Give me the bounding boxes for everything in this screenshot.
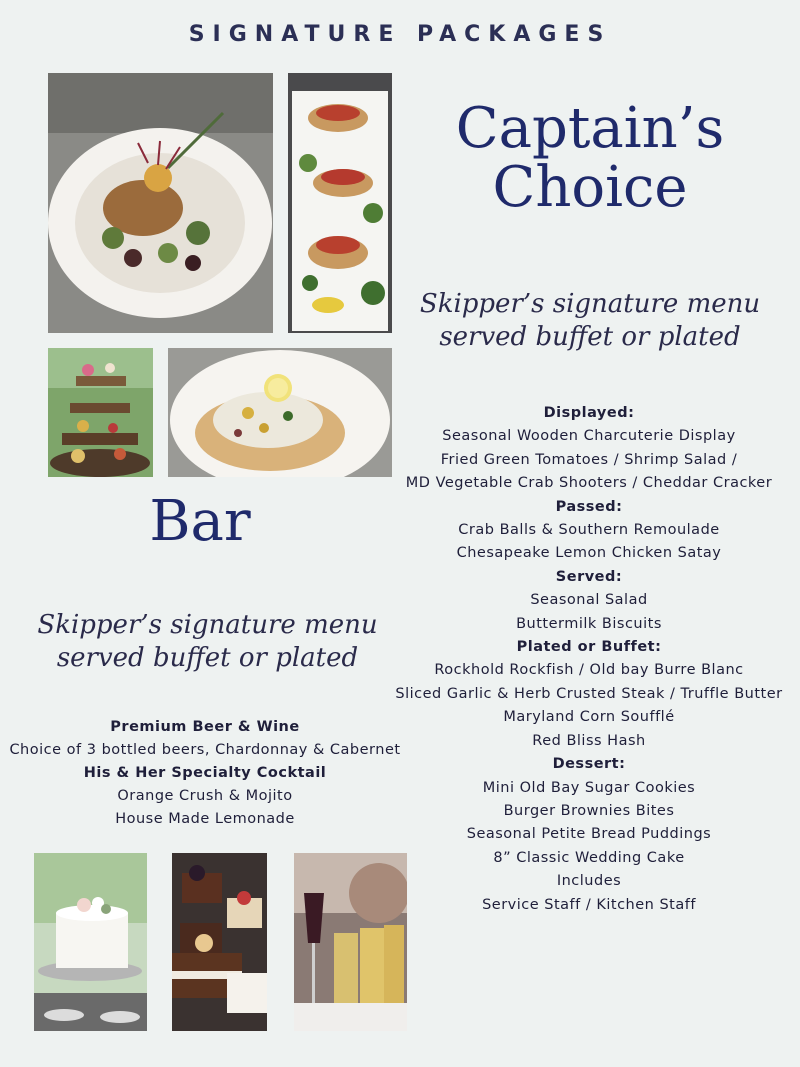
bar-tagline-line1: Skipper’s signature menu [37, 610, 378, 640]
desserts-photo [172, 853, 267, 1031]
captains-tagline [405, 288, 775, 353]
captains-tagline-line1: Skipper’s signature menu [419, 289, 761, 319]
menu-item: Chesapeake Lemon Chicken Satay [456, 545, 722, 562]
menu-item: Seasonal Petite Bread Puddings [466, 826, 712, 843]
menu-item: Seasonal Wooden Charcuterie Display [442, 428, 736, 445]
menu-item: Choice of 3 bottled beers, Chardonnay & Cabernet [9, 742, 401, 758]
menu-section-heading: Dessert: [552, 756, 626, 773]
menu-item: Sliced Garlic & Herb Crusted Steak / Truffle Butter [395, 685, 783, 702]
menu-section-heading: Displayed: [543, 405, 635, 421]
captains-menu [385, 402, 793, 917]
menu-section-heading: Served: [555, 568, 623, 585]
menu-item: Crab Balls & Southern Remoulade [458, 522, 720, 539]
menu-item: Service Staff / Kitchen Staff [482, 896, 696, 913]
menu-item: Mini Old Bay Sugar Cookies [482, 779, 696, 796]
captains-choice-title: Captain’s Choice [455, 96, 725, 220]
bar-tagline [25, 609, 390, 674]
menu-item: Fried Green Tomatoes / Shrimp Salad / [440, 451, 738, 468]
menu-section-heading: Premium Beer & Wine [110, 719, 300, 735]
bar-title: Bar [149, 489, 251, 554]
duck-dish-photo [48, 73, 273, 333]
menu-item: Buttermilk Biscuits [516, 615, 662, 632]
menu-item: Rockhold Rockfish / Old bay Burre Blanc [434, 662, 744, 679]
wedding-cake-photo [34, 853, 147, 1031]
menu-item: Orange Crush & Mojito [117, 788, 293, 804]
bar-menu [0, 716, 410, 831]
captains-tagline-line2: served buffet or plated [439, 321, 741, 352]
menu-item: Includes [556, 873, 622, 890]
menu-item: Maryland Corn Soufflé [503, 709, 675, 726]
menu-item: Red Bliss Hash [532, 732, 646, 749]
charcuterie-tower-photo [48, 348, 153, 477]
crostini-platter-photo [288, 73, 392, 333]
fish-dish-photo [168, 348, 392, 477]
menu-item: Seasonal Salad [530, 592, 648, 609]
menu-section-heading: His & Her Specialty Cocktail [83, 765, 327, 781]
menu-item: 8” Classic Wedding Cake [493, 849, 685, 866]
menu-section-heading: Passed: [555, 498, 623, 515]
menu-item: House Made Lemonade [115, 811, 295, 827]
bar-tagline-line2: served buffet or plated [56, 642, 359, 673]
menu-item: MD Vegetable Crab Shooters / Cheddar Cracker [405, 475, 773, 492]
menu-item: Burger Brownies Bites [503, 802, 675, 819]
menu-section-heading: Plated or Buffet: [516, 639, 662, 656]
page-title: SIGNATURE PACKAGES [188, 22, 612, 47]
